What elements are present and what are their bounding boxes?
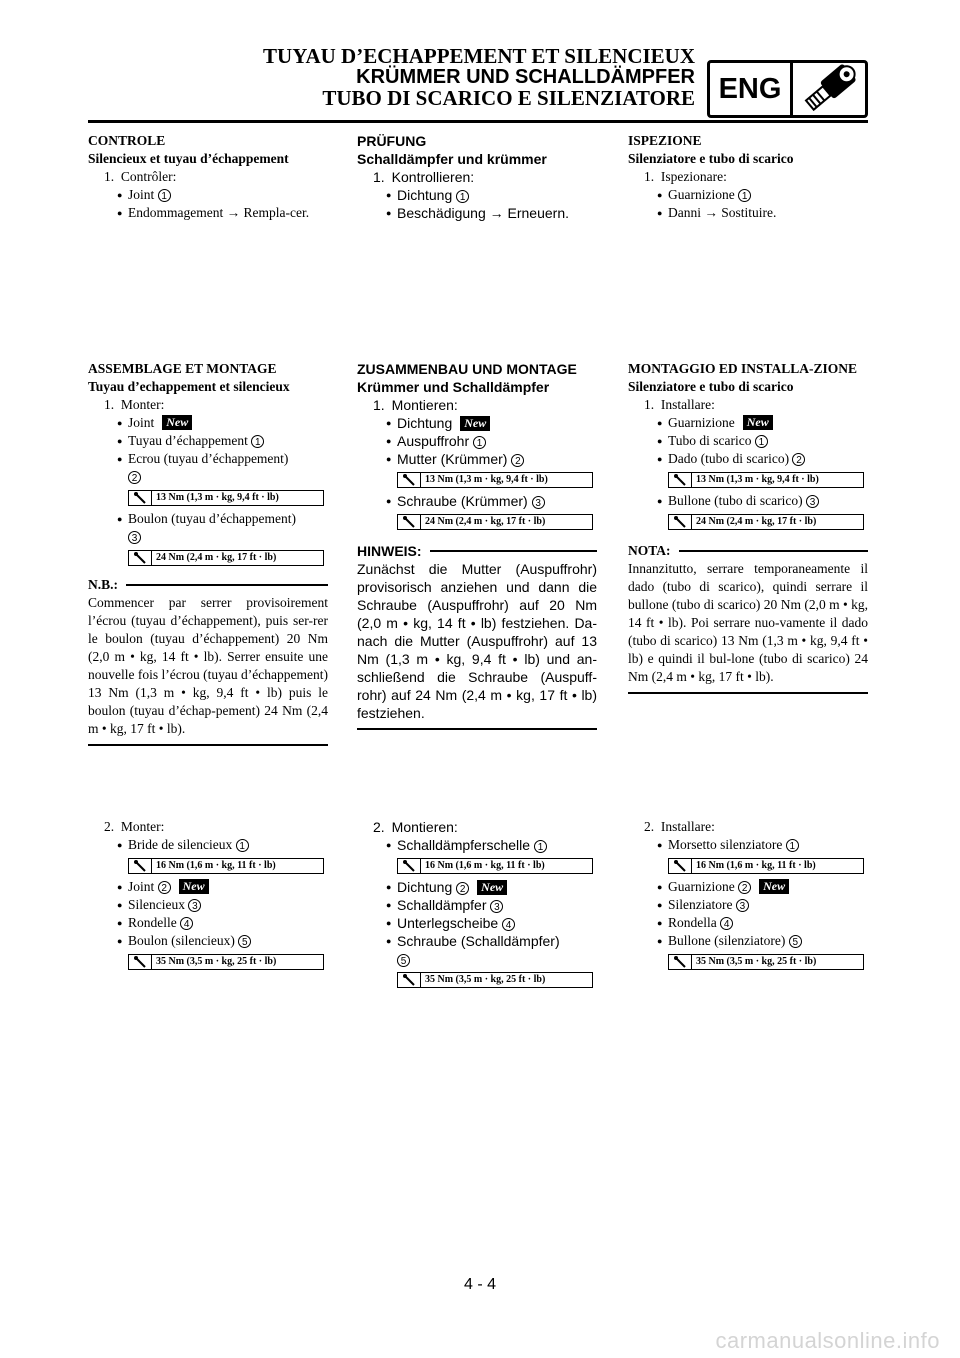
list-item: ● Tubo di scarico 1	[628, 432, 868, 450]
torque-wrench-icon	[129, 491, 152, 505]
title-de: KRÜMMER UND SCHALLDÄMPFER	[356, 66, 695, 88]
callout-number: 3	[490, 900, 503, 913]
step: 2. Installare:	[644, 819, 715, 834]
torque-wrench-icon	[669, 955, 692, 969]
note-heading: NOTA:	[628, 542, 868, 560]
callout-number: 3	[128, 531, 141, 544]
callout-number: 1	[236, 839, 249, 852]
callout-number: 2	[456, 882, 469, 895]
subsection-heading: Tuyau d’echappement et silencieux	[88, 379, 290, 394]
callout-number: 3	[736, 899, 749, 912]
list-item: ● Guarnizione 1	[628, 186, 868, 204]
assembly-it	[628, 360, 868, 694]
callout-number: 1	[755, 435, 768, 448]
callout-number: 2	[128, 471, 141, 484]
list-item: ● Boulon (tuyau d’échappement) 3	[88, 510, 328, 546]
subsection-heading: Silenziatore e tubo di scarico	[628, 151, 794, 166]
callout-number: 3	[806, 495, 819, 508]
new-part-badge: New	[460, 416, 490, 431]
torque-spec: 35 Nm (3,5 m · kg, 25 ft · lb)	[128, 954, 324, 970]
list-item: ● Unterlegscheibe 4	[357, 914, 597, 932]
note-text: Commencer par serrer provisoirement l’écrou (tuyau d’échappement), puis ser-rer le boulon (tuyau d’échappement) 20 Nm (2,0 m • kg, 14 ft • lb). Serrer ensuite une nouvelle fois l’écrou (tuyau d’échappement) 13 Nm (1,3 m • kg, 9,4 ft • lb) puis le boulon (tuyau d’échap-pement) 24 Nm (2,4 m • kg, 17 ft • lb).	[88, 595, 328, 736]
torque-wrench-icon	[398, 473, 421, 487]
page-number: 4 - 4	[463, 1276, 496, 1293]
torque-wrench-icon	[669, 859, 692, 873]
note-end-rule	[628, 692, 868, 694]
note-text: Innanzitutto, serrare temporaneamente il dado (tubo di scarico), quindi serrare il bullone (tubo di scarico) 20 Nm (2,0 m • kg, 14 ft • lb). Poi serrare nuo-vamente il dado (tubo di scarico) 13 Nm (1,3 m • kg, 9,4 ft • lb) e quindi il bul-lone (tubo di scarico) 24 Nm (2,4 m • kg, 17 ft • lb).	[628, 561, 868, 684]
callout-number: 2	[158, 881, 171, 894]
section-badge	[707, 60, 868, 118]
torque-spec: 13 Nm (1,3 m · kg, 9,4 ft · lb)	[128, 490, 324, 506]
page-header-titles	[263, 46, 695, 109]
list-item: ● Guarnizione New	[628, 414, 868, 432]
list-item: ● Dichtung New	[357, 414, 597, 432]
subsection-heading: Silencieux et tuyau d’échappement	[88, 151, 289, 166]
list-item: ● Mutter (Krümmer) 2	[357, 450, 597, 468]
callout-number: 4	[502, 918, 515, 931]
step: 1. Ispezionare:	[644, 169, 727, 184]
step: 1. Montieren:	[373, 397, 458, 413]
action-text: ● Danni → Sostituire.	[628, 204, 868, 222]
torque-spec: 24 Nm (2,4 m · kg, 17 ft · lb)	[128, 550, 324, 566]
action-text: ● Endommagement → Rempla-cer.	[88, 204, 328, 222]
list-item: ● Ecrou (tuyau d’échappement) 2	[88, 450, 328, 486]
step: 1. Contrôler:	[104, 169, 177, 184]
list-item: ● Schraube (Krümmer) 3	[357, 492, 597, 510]
step: 1. Monter:	[104, 397, 165, 412]
install-step2-fr	[88, 818, 328, 974]
note-text: Zunächst die Mutter (Auspuffrohr) provisorisch anziehen und dann die Schraube (Auspuffrohr) auf 20 Nm (2,0 m • kg, 14 ft • lb) festziehen. Da-nach die Mutter (Auspuffrohr) auf 13 Nm (1,3 m • kg, 9,4 ft • lb) und an-schließend die Schraube (Auspuff-rohr) auf 24 Nm (2,4 m • kg, 17 ft • lb) festziehen.	[357, 561, 597, 721]
torque-spec: 16 Nm (1,6 m · kg, 11 ft · lb)	[668, 858, 864, 874]
torque-wrench-icon	[129, 859, 152, 873]
list-item: ● Dichtung 1	[357, 186, 597, 204]
list-item: ● Silencieux 3	[88, 896, 328, 914]
action-text: ● Beschädigung → Erneuern.	[357, 204, 597, 222]
callout-number: 5	[238, 935, 251, 948]
step: 2. Monter:	[104, 819, 165, 834]
torque-wrench-icon	[669, 515, 692, 529]
list-item: ● Schalldämpferschelle 1	[357, 836, 597, 854]
new-part-badge: New	[162, 415, 192, 430]
section-heading: ASSEMBLAGE ET MONTAGE	[88, 361, 277, 376]
assembly-de	[357, 360, 597, 730]
list-item: ● Auspuffrohr 1	[357, 432, 597, 450]
list-item: ● Rondelle 4	[88, 914, 328, 932]
torque-spec: 35 Nm (3,5 m · kg, 25 ft · lb)	[668, 954, 864, 970]
torque-wrench-icon	[398, 859, 421, 873]
inspection-de	[357, 132, 597, 222]
install-step2-it	[628, 818, 868, 974]
list-item: ● Bullone (silenziatore) 5	[628, 932, 868, 950]
wrench-socket-icon	[793, 63, 865, 115]
list-item: ● Guarnizione 2 New	[628, 878, 868, 896]
eng-label: ENG	[710, 63, 793, 115]
assembly-fr	[88, 360, 328, 746]
list-item: ● Schalldämpfer 3	[357, 896, 597, 914]
list-item: ● Rondella 4	[628, 914, 868, 932]
section-heading: ISPEZIONE	[628, 133, 702, 148]
torque-wrench-icon	[398, 515, 421, 529]
callout-number: 2	[511, 454, 524, 467]
section-heading: PRÜFUNG	[357, 133, 427, 149]
step: 2. Montieren:	[373, 819, 458, 835]
callout-number: 3	[532, 496, 545, 509]
torque-wrench-icon	[129, 551, 152, 565]
list-item: ● Dado (tubo di scarico) 2	[628, 450, 868, 468]
note-heading: HINWEIS:	[357, 542, 597, 560]
list-item: ● Dichtung 2 New	[357, 878, 597, 896]
list-item: ● Tuyau d’échappement 1	[88, 432, 328, 450]
callout-number: 2	[738, 881, 751, 894]
torque-spec: 35 Nm (3,5 m · kg, 25 ft · lb)	[397, 972, 593, 988]
torque-spec: 24 Nm (2,4 m · kg, 17 ft · lb)	[668, 514, 864, 530]
subsection-heading: Silenziatore e tubo di scarico	[628, 379, 794, 394]
torque-spec: 13 Nm (1,3 m · kg, 9,4 ft · lb)	[668, 472, 864, 488]
list-item: ● Joint New	[88, 414, 328, 432]
section-heading: CONTROLE	[88, 133, 166, 148]
list-item: ● Silenziatore 3	[628, 896, 868, 914]
header-rule	[88, 120, 868, 123]
list-item: ● Bride de silencieux 1	[88, 836, 328, 854]
new-part-badge: New	[179, 879, 209, 894]
callout-number: 1	[786, 839, 799, 852]
list-item: ● Joint 1	[88, 186, 328, 204]
note-end-rule	[88, 744, 328, 746]
torque-spec: 24 Nm (2,4 m · kg, 17 ft · lb)	[397, 514, 593, 530]
callout-number: 2	[792, 453, 805, 466]
torque-wrench-icon	[669, 473, 692, 487]
new-part-badge: New	[743, 415, 773, 430]
torque-wrench-icon	[398, 973, 421, 987]
install-step2-de	[357, 818, 597, 992]
list-item: ● Joint 2 New	[88, 878, 328, 896]
step: 1. Kontrollieren:	[373, 169, 475, 185]
torque-wrench-icon	[129, 955, 152, 969]
callout-number: 5	[789, 935, 802, 948]
note-heading: N.B.:	[88, 576, 328, 594]
callout-number: 1	[738, 189, 751, 202]
inspection-it	[628, 132, 868, 222]
callout-number: 1	[534, 840, 547, 853]
inspection-fr	[88, 132, 328, 222]
step: 1. Installare:	[644, 397, 715, 412]
callout-number: 3	[188, 899, 201, 912]
title-it: TUBO DI SCARICO E SILENZIATORE	[322, 86, 695, 110]
list-item: ● Boulon (silencieux) 5	[88, 932, 328, 950]
subsection-heading: Schalldämpfer und krümmer	[357, 151, 547, 167]
subsection-heading: Krümmer und Schalldämpfer	[357, 379, 550, 395]
watermark: carmanualsonline.info	[715, 1328, 940, 1353]
callout-number: 5	[397, 954, 410, 967]
callout-number: 1	[158, 189, 171, 202]
callout-number: 4	[180, 917, 193, 930]
list-item: ● Bullone (tubo di scarico) 3	[628, 492, 868, 510]
torque-spec: 13 Nm (1,3 m · kg, 9,4 ft · lb)	[397, 472, 593, 488]
torque-spec: 16 Nm (1,6 m · kg, 11 ft · lb)	[397, 858, 593, 874]
note-end-rule	[357, 728, 597, 730]
callout-number: 1	[456, 190, 469, 203]
new-part-badge: New	[477, 880, 507, 895]
callout-number: 1	[251, 435, 264, 448]
torque-spec: 16 Nm (1,6 m · kg, 11 ft · lb)	[128, 858, 324, 874]
title-fr: TUYAU D’ECHAPPEMENT ET SILENCIEUX	[263, 44, 695, 68]
list-item: ● Schraube (Schalldämpfer) 5	[357, 932, 597, 968]
section-heading: ZUSAMMENBAU UND MONTAGE	[357, 361, 577, 377]
callout-number: 4	[720, 917, 733, 930]
callout-number: 1	[473, 436, 486, 449]
new-part-badge: New	[759, 879, 789, 894]
section-heading: MONTAGGIO ED INSTALLA-ZIONE	[628, 361, 858, 376]
list-item: ● Morsetto silenziatore 1	[628, 836, 868, 854]
